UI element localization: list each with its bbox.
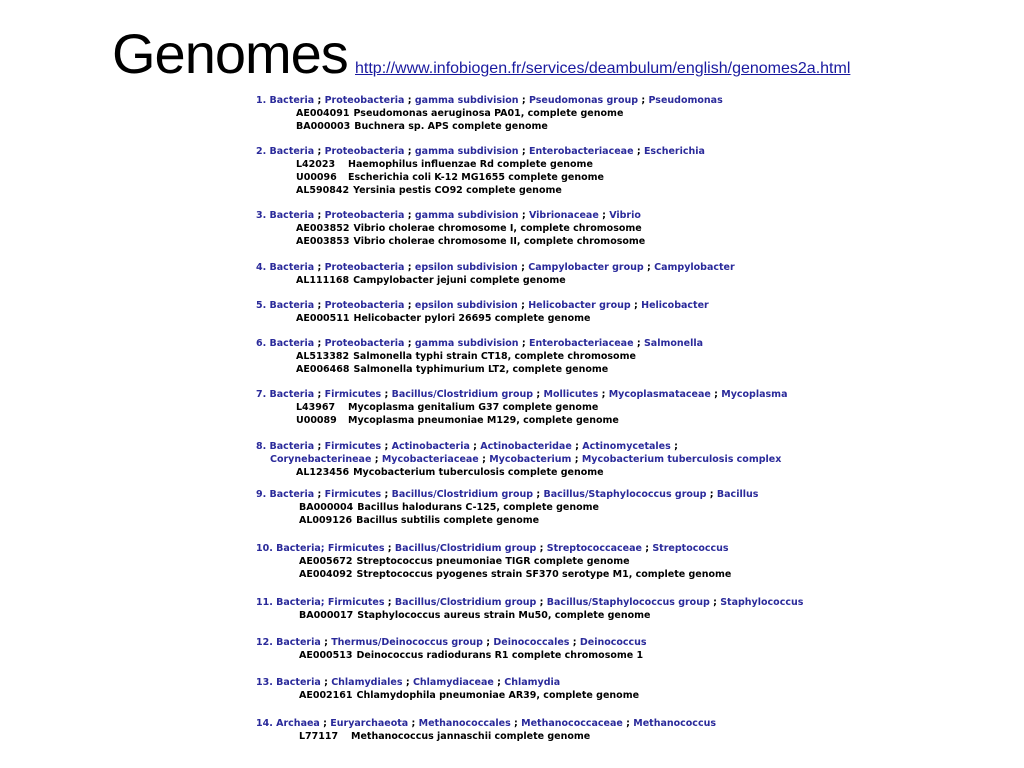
taxonomy-lineage: 4. Bacteria ; Proteobacteria ; epsilon subdivision ; Campylobacter group ; Campylobacter: [256, 262, 735, 273]
taxon-link[interactable]: Deinococcales: [493, 637, 570, 648]
taxon-link[interactable]: Deinococcus: [579, 637, 647, 648]
genome-entry: [256, 542, 856, 581]
accession-number[interactable]: AL590842: [296, 185, 350, 196]
genome-row: [256, 401, 856, 414]
taxon-link[interactable]: Streptococcaceae: [546, 543, 642, 554]
taxon-link[interactable]: Helicobacter: [641, 300, 709, 311]
genome-row: [256, 312, 856, 325]
taxon-link[interactable]: Chlamydia: [504, 677, 561, 688]
entry-number: 12.: [256, 637, 277, 648]
taxon-link[interactable]: Methanococcus: [633, 718, 716, 729]
taxon-link[interactable]: gamma subdivision: [414, 338, 519, 349]
entry-number: 4.: [256, 262, 270, 273]
genome-description: Mycoplasma genitalium G37 complete genome: [348, 402, 599, 413]
accession-number[interactable]: AE003853: [296, 236, 350, 247]
genome-entry: [256, 94, 856, 133]
taxonomy-lineage: 14. Archaea ; Euryarchaeota ; Methanococcales ; Methanococcaceae ; Methanococcus: [256, 718, 716, 729]
taxon-link[interactable]: gamma subdivision: [414, 95, 519, 106]
genome-description: Haemophilus influenzae Rd complete genome: [348, 159, 593, 170]
accession-number[interactable]: U00096: [296, 172, 337, 183]
taxon-link[interactable]: Bacillus/Clostridium group: [391, 489, 534, 500]
taxonomy-lineage: 3. Bacteria ; Proteobacteria ; gamma subdivision ; Vibrionaceae ; Vibrio: [256, 210, 641, 221]
taxonomy-lineage: 9. Bacteria ; Firmicutes ; Bacillus/Clostridium group ; Bacillus/Staphylococcus group ; Bacillus: [256, 489, 759, 500]
genome-description: Mycoplasma pneumoniae M129, complete genome: [348, 415, 619, 426]
taxonomy-lineage: 8. Bacteria ; Firmicutes ; Actinobacteria ; Actinobacteridae ; Actinomycetales ;: [256, 441, 678, 452]
genome-description: Staphylococcus aureus strain Mu50, complete genome: [357, 610, 651, 621]
taxon-link[interactable]: Mollicutes: [543, 389, 599, 400]
taxon-link[interactable]: Firmicutes: [324, 441, 382, 452]
genome-description: Pseudomonas aeruginosa PA01, complete genome: [353, 108, 624, 119]
taxon-link[interactable]: Escherichia: [643, 146, 705, 157]
accession-number[interactable]: AL111168: [296, 275, 350, 286]
taxonomy-lineage: 1. Bacteria ; Proteobacteria ; gamma subdivision ; Pseudomonas group ; Pseudomonas: [256, 95, 723, 106]
entry-number: 2.: [256, 146, 270, 157]
taxon-link[interactable]: gamma subdivision: [414, 146, 519, 157]
genome-row: [256, 414, 856, 427]
accession-number[interactable]: AE004092: [299, 569, 353, 580]
entry-number: 8.: [256, 441, 270, 452]
taxon-link[interactable]: Proteobacteria: [324, 210, 405, 221]
entry-number: 6.: [256, 338, 270, 349]
taxon-link[interactable]: Bacillus/Staphylococcus group: [543, 489, 707, 500]
genome-row: [256, 514, 856, 527]
genome-entry: [256, 299, 856, 325]
genome-row: [256, 689, 856, 702]
entry-number: 9.: [256, 489, 270, 500]
taxon-link[interactable]: Proteobacteria: [324, 262, 405, 273]
taxon-link[interactable]: Bacillus/Staphylococcus group: [546, 597, 710, 608]
taxon-link[interactable]: Mycobacterium: [489, 454, 572, 465]
genome-description: Vibrio cholerae chromosome II, complete chromosome: [353, 236, 646, 247]
accession-number[interactable]: BA000004: [299, 502, 354, 513]
entry-number: 7.: [256, 389, 270, 400]
genome-row: [256, 184, 856, 197]
taxon-link[interactable]: Bacteria: [269, 338, 315, 349]
taxonomy-lineage: 7. Bacteria ; Firmicutes ; Bacillus/Clostridium group ; Mollicutes ; Mycoplasmataceae ; Mycoplasma: [256, 389, 788, 400]
genome-row: [256, 222, 856, 235]
accession-number[interactable]: AE006468: [296, 364, 350, 375]
genome-entry: [256, 596, 856, 622]
genome-row: [256, 555, 856, 568]
taxon-link[interactable]: Firmicutes: [324, 389, 382, 400]
accession-number[interactable]: BA000017: [299, 610, 354, 621]
accession-number[interactable]: L43967: [296, 402, 336, 413]
genome-row: [256, 120, 856, 133]
taxon-link[interactable]: Firmicutes: [324, 489, 382, 500]
taxon-link[interactable]: Enterobacteriaceae: [528, 146, 634, 157]
genome-row: [256, 171, 856, 184]
genome-description: Salmonella typhi strain CT18, complete chromosome: [353, 351, 636, 362]
taxon-link[interactable]: Bacteria: [269, 389, 315, 400]
genome-row: [256, 501, 856, 514]
taxonomy-lineage: 11. Bacteria; Firmicutes ; Bacillus/Clostridium group ; Bacillus/Staphylococcus group ; Staphylococcus: [256, 597, 804, 608]
taxon-link[interactable]: Euryarchaeota: [330, 718, 409, 729]
accession-number[interactable]: BA000003: [296, 121, 351, 132]
accession-number[interactable]: U00089: [296, 415, 337, 426]
taxon-link[interactable]: Thermus/Deinococcus group: [331, 637, 483, 648]
taxon-link[interactable]: Bacillus/Clostridium group: [391, 389, 534, 400]
taxon-link[interactable]: Actinomycetales: [582, 441, 671, 452]
taxon-link[interactable]: Vibrio: [609, 210, 641, 221]
taxon-link[interactable]: Pseudomonas group: [528, 95, 639, 106]
genome-entry: [256, 145, 856, 197]
taxon-link[interactable]: Mycoplasmataceae: [608, 389, 711, 400]
taxon-link[interactable]: Actinobacteria: [391, 441, 470, 452]
taxon-link[interactable]: Proteobacteria: [324, 146, 405, 157]
taxonomy-lineage: 6. Bacteria ; Proteobacteria ; gamma subdivision ; Enterobacteriaceae ; Salmonella: [256, 338, 704, 349]
accession-number[interactable]: AE000511: [296, 313, 350, 324]
taxon-link[interactable]: Bacillus: [716, 489, 759, 500]
accession-number[interactable]: L77117: [299, 731, 339, 742]
taxon-link[interactable]: Proteobacteria: [324, 300, 405, 311]
genome-description: Bacillus subtilis complete genome: [356, 515, 540, 526]
taxon-link[interactable]: Mycoplasma: [721, 389, 788, 400]
taxon-link[interactable]: Bacteria; Firmicutes: [276, 597, 385, 608]
entry-number: 10.: [256, 543, 277, 554]
genome-entry: [256, 636, 856, 662]
taxon-link[interactable]: Mycobacterium tuberculosis complex: [581, 454, 782, 465]
taxon-link[interactable]: Bacteria: [269, 441, 315, 452]
taxon-link[interactable]: Campylobacter group: [528, 262, 644, 273]
genome-entry: [256, 676, 856, 702]
taxon-link[interactable]: Chlamydiaceae: [412, 677, 494, 688]
taxon-link[interactable]: Staphylococcus: [720, 597, 804, 608]
taxon-link[interactable]: Bacteria: [269, 489, 315, 500]
taxonomy-lineage: 2. Bacteria ; Proteobacteria ; gamma subdivision ; Enterobacteriaceae ; Escherichia: [256, 146, 705, 157]
taxon-link[interactable]: Bacteria; Firmicutes: [276, 543, 385, 554]
taxon-link[interactable]: Bacteria: [269, 95, 315, 106]
genome-row: [256, 568, 856, 581]
genome-description: Bacillus halodurans C-125, complete genome: [357, 502, 599, 513]
genome-row: [256, 363, 856, 376]
genome-description: Campylobacter jejuni complete genome: [353, 275, 566, 286]
taxonomy-lineage: 5. Bacteria ; Proteobacteria ; epsilon subdivision ; Helicobacter group ; Helicobacter: [256, 300, 709, 311]
taxon-link[interactable]: Archaea: [276, 718, 320, 729]
taxon-link[interactable]: Bacteria: [269, 210, 315, 221]
taxon-link[interactable]: Bacteria: [269, 262, 315, 273]
taxon-link[interactable]: Methanococcales: [418, 718, 511, 729]
genome-description: Streptococcus pyogenes strain SF370 serotype M1, complete genome: [356, 569, 732, 580]
taxonomy-lineage-continued: Corynebacterineae ; Mycobacteriaceae ; Mycobacterium ; Mycobacterium tuberculosis complex: [270, 454, 782, 465]
genome-row: [256, 274, 856, 287]
genome-description: Chlamydophila pneumoniae AR39, complete genome: [356, 690, 640, 701]
genome-description: Streptococcus pneumoniae TIGR complete genome: [356, 556, 630, 567]
genome-description: Deinococcus radiodurans R1 complete chromosome 1: [356, 650, 644, 661]
taxon-link[interactable]: Campylobacter: [654, 262, 735, 273]
accession-number[interactable]: AE005672: [299, 556, 353, 567]
taxon-link[interactable]: Vibrionaceae: [528, 210, 599, 221]
genome-row: [256, 466, 856, 479]
page-title: Genomes: [112, 22, 348, 85]
taxon-link[interactable]: Bacteria: [276, 677, 321, 688]
genome-description: Helicobacter pylori 26695 complete genome: [353, 313, 591, 324]
accession-number[interactable]: AE003852: [296, 223, 350, 234]
taxon-link[interactable]: Bacteria: [269, 300, 315, 311]
accession-number[interactable]: AL513382: [296, 351, 350, 362]
taxon-link[interactable]: Streptococcus: [652, 543, 729, 554]
genome-row: [256, 107, 856, 120]
accession-number[interactable]: AE004091: [296, 108, 350, 119]
genome-description: Buchnera sp. APS complete genome: [354, 121, 548, 132]
entry-number: 14.: [256, 718, 277, 729]
genome-description: Salmonella typhimurium LT2, complete genome: [353, 364, 609, 375]
genome-entry: [256, 261, 856, 287]
genome-entry: [256, 488, 856, 527]
accession-number[interactable]: AE002161: [299, 690, 353, 701]
genome-row: [256, 235, 856, 248]
entry-number: 3.: [256, 210, 270, 221]
genome-row: [256, 158, 856, 171]
taxon-link[interactable]: Methanococcaceae: [521, 718, 623, 729]
taxonomy-lineage: 13. Bacteria ; Chlamydiales ; Chlamydiaceae ; Chlamydia: [256, 677, 561, 688]
accession-number[interactable]: L42023: [296, 159, 336, 170]
taxon-link[interactable]: Pseudomonas: [648, 95, 723, 106]
genome-description: Yersinia pestis CO92 complete genome: [353, 185, 562, 196]
entry-number: 1.: [256, 95, 270, 106]
taxon-link[interactable]: Bacillus/Clostridium group: [394, 543, 537, 554]
taxon-link[interactable]: Enterobacteriaceae: [528, 338, 634, 349]
accession-number[interactable]: AE000513: [299, 650, 353, 661]
taxonomy-lineage: 10. Bacteria; Firmicutes ; Bacillus/Clostridium group ; Streptococcaceae ; Streptococcus: [256, 543, 729, 554]
genome-description: Methanococcus jannaschii complete genome: [351, 731, 591, 742]
taxon-link[interactable]: Corynebacterineae: [270, 454, 372, 465]
genome-description: Escherichia coli K-12 MG1655 complete genome: [348, 172, 604, 183]
source-link[interactable]: http://www.infobiogen.fr/services/deambulum/english/genomes2a.html: [355, 60, 851, 77]
genome-entry: [256, 337, 856, 376]
taxon-link[interactable]: epsilon subdivision: [414, 262, 518, 273]
taxonomy-lineage: 12. Bacteria ; Thermus/Deinococcus group ; Deinococcales ; Deinococcus: [256, 637, 647, 648]
genome-entry: [256, 209, 856, 248]
taxon-link[interactable]: Bacteria: [276, 637, 321, 648]
taxon-link[interactable]: Helicobacter group: [528, 300, 631, 311]
entry-number: 13.: [256, 677, 277, 688]
genome-row: [256, 649, 856, 662]
genome-entry: [256, 388, 856, 427]
accession-number[interactable]: AL009126: [299, 515, 353, 526]
genome-description: Vibrio cholerae chromosome I, complete chromosome: [353, 223, 642, 234]
entry-number: 5.: [256, 300, 270, 311]
genome-entry: [256, 440, 856, 479]
accession-number[interactable]: AL123456: [296, 467, 350, 478]
taxon-link[interactable]: Bacteria: [269, 146, 315, 157]
taxon-link[interactable]: gamma subdivision: [414, 210, 519, 221]
taxon-link[interactable]: epsilon subdivision: [414, 300, 518, 311]
genome-description: Mycobacterium tuberculosis complete genome: [353, 467, 604, 478]
genome-row: [256, 609, 856, 622]
genome-row: [256, 730, 856, 743]
taxon-link[interactable]: Proteobacteria: [324, 338, 405, 349]
taxon-link[interactable]: Mycobacteriaceae: [381, 454, 479, 465]
taxon-link[interactable]: Actinobacteridae: [480, 441, 572, 452]
entry-number: 11.: [256, 597, 277, 608]
taxon-link[interactable]: Bacillus/Clostridium group: [394, 597, 537, 608]
genome-row: [256, 350, 856, 363]
taxon-link[interactable]: Chlamydiales: [331, 677, 403, 688]
taxon-link[interactable]: Salmonella: [643, 338, 704, 349]
taxon-link[interactable]: Proteobacteria: [324, 95, 405, 106]
genome-entry: [256, 717, 856, 743]
